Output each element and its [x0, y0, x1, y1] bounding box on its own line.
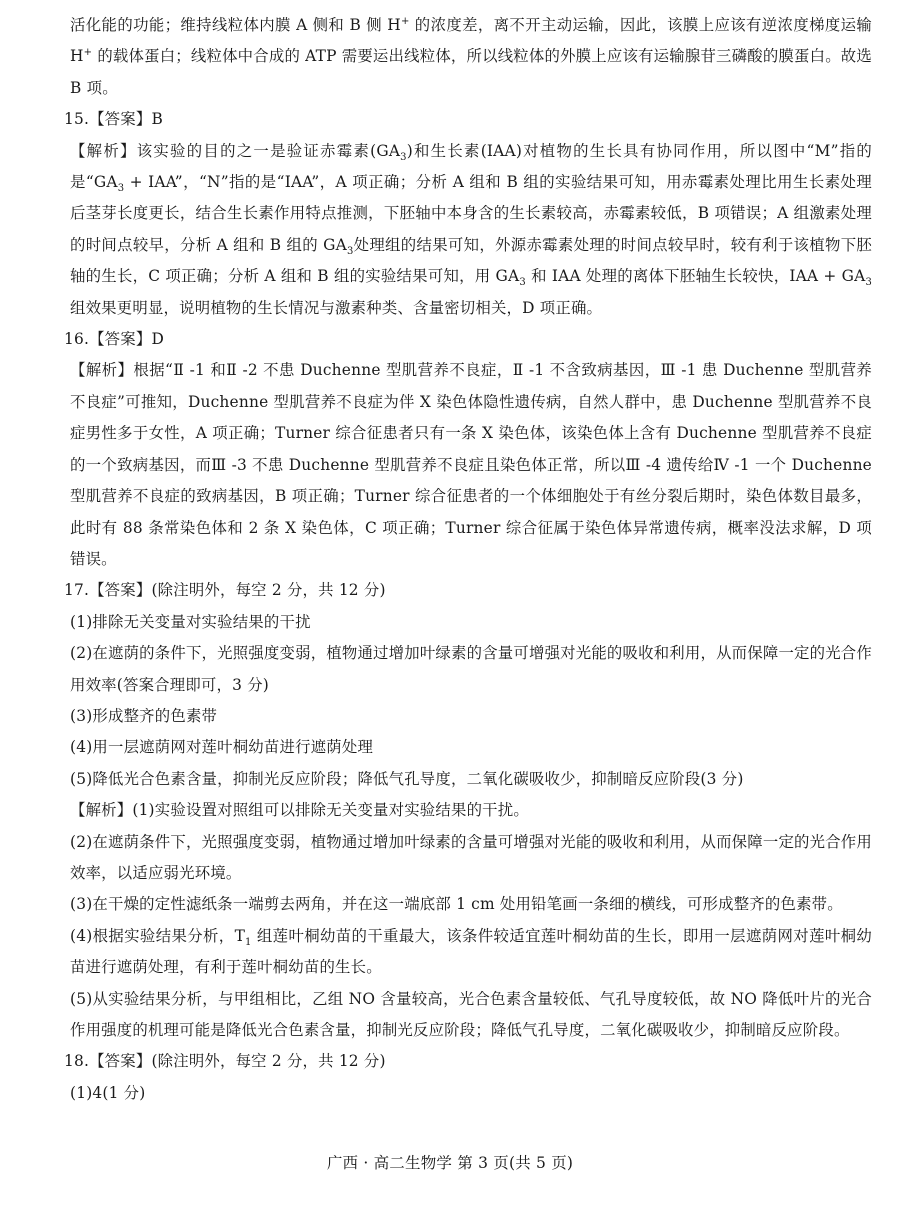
continuation-paragraph	[70, 10, 872, 104]
text-span: 的浓度差，离不开主动运输，因此，该膜上应该有逆浓度梯度运	[409, 16, 857, 34]
q17-answer-3: (3)形成整齐的色素带	[70, 706, 218, 725]
subscript: 3	[346, 245, 354, 257]
subscript: 3	[865, 277, 873, 289]
superscript: +	[400, 15, 410, 27]
text-span: 活化能的功能；维持线粒体内膜 A 侧和 B 侧 H	[70, 16, 401, 34]
text-span: 处理组的结果可知，外源赤霉素处理的时间点较早时，较有利于该植物下胚轴的生长，C 项正确；分析 A 组和 B 组的实验结果可知，用 GA	[70, 235, 872, 286]
text-span: 组莲叶桐幼苗的干重最大，该条件较适宜莲叶桐幼苗的生长，即用一层遮荫网对莲叶桐幼苗进行遮荫处理，有利于莲叶桐幼苗的生长。	[70, 926, 872, 977]
text-span: )和生长素(IAA)对植物的生长具有协同作用，所以图中“M”指的是“GA	[70, 141, 873, 192]
text-span: 的载体蛋白；线粒体中合成的 ATP 需要运出线粒体，所以线粒体的外膜上应该有运输腺苷三磷酸的膜蛋	[92, 47, 810, 66]
text-span: + IAA”，“N”指的是“IAA”，A 项正确；分析 A 组和 B 组的实验结果可知，用赤霉素处理比用生长素处理后茎芽长度更长，结合生长素作用特点推测，下胚轴中本身含的生长素较高，赤霉素较低，B 项错误；A 组激素处理的时间点较早，分析 A 组和 B 组的 GA	[70, 173, 873, 254]
q17-answer-2: (2)在遮荫的条件下，光照强度变弱，植物通过增加叶绿素的含量可增强对光能的吸收和利用，从而保障一定的光合作用效率(答案合理即可，3 分)	[70, 644, 872, 694]
q17-analysis-1: 【解析】(1)实验设置对照组可以排除无关变量对实验结果的干扰。	[70, 801, 529, 820]
question-15-answer: 15.【答案】B	[64, 110, 163, 129]
question-16-analysis: 【解析】根据“Ⅱ -1 和Ⅱ -2 不患 Duchenne 型肌营养不良症，Ⅱ -1 不含致病基因，Ⅲ -1 患 Duchenne 型肌营养不良症”可推知，Duchenne 型肌营养不良症为伴 X 染色体隐性遗传病，自然人群中，患 Duchenne 型肌营养不良症男性多于女性，A 项正确；Turner 综合征患者只有一条 X 染色体，该染色体上含有 Duchenne 型肌营养不良症的一个致病基因，而Ⅲ -3 不患 Duchenne 型肌营养不良症且染色体正常，所以Ⅲ -4 遗传给Ⅳ -1 一个 Duchenne 型肌营养不良症的致病基因，B 项正确；Turner 综合征患者的一个体细胞处于有丝分裂后期时，染色体数目最多，此时有 88 条常染色体和 2 条 X 染色体，C 项正确；Turner 综合征属于染色体异常遗传病，概率没法求解，D 项错误。	[70, 361, 872, 568]
subscript: 1	[245, 936, 252, 948]
q18-answer-1: (1)4(1 分)	[70, 1083, 146, 1102]
text-span: 输 H	[70, 16, 872, 66]
q17-analysis-5: (5)从实验结果分析，与甲组相比，乙组 NO 含量较高，光合色素含量较低、气孔导度较低，故 NO 降低叶片的光合作用强度的机理可能是降低光合色素含量，抑制光反应阶段；降低气孔导度，二氧化碳吸收少，抑制暗反应阶段。	[70, 989, 872, 1039]
subscript: 3	[400, 151, 407, 163]
q17-analysis-2: (2)在遮荫条件下，光照强度变弱，植物通过增加叶绿素的含量可增强对光能的吸收和利用，从而保障一定的光合作用效率，以适应弱光环境。	[70, 832, 872, 882]
subscript: 3	[117, 183, 125, 195]
question-15-analysis	[70, 136, 872, 324]
text-span: 和 IAA 处理的离体下胚轴生长较快，IAA + GA	[525, 267, 866, 286]
q17-answer-5: (5)降低光合色素含量，抑制光反应阶段；降低气孔导度，二氧化碳吸收少，抑制暗反应阶段(3 分)	[70, 769, 744, 788]
subscript: 3	[519, 277, 526, 289]
q17-answer-1: (1)排除无关变量对实验结果的干扰	[70, 612, 311, 631]
question-16-answer: 16.【答案】D	[64, 330, 164, 349]
q17-answer-4: (4)用一层遮荫网对莲叶桐幼苗进行遮荫处理	[70, 738, 374, 757]
question-17-answer: 17.【答案】(除注明外，每空 2 分，共 12 分)	[64, 581, 386, 600]
question-18-answer: 18.【答案】(除注明外，每空 2 分，共 12 分)	[64, 1052, 386, 1071]
superscript: +	[83, 47, 93, 59]
text-span: 白。故选 B 项。	[70, 47, 872, 97]
q17-analysis-3: (3)在干燥的定性滤纸条一端剪去两角，并在这一端底部 1 cm 处用铅笔画一条细的横线，可形成整齐的色素带。	[70, 895, 843, 914]
text-span: 组效果更明显，说明植物的生长情况与激素种类、含量密切相关，D 项正确。	[70, 298, 603, 317]
page-footer: 广西 · 高二生物学 第 3 页(共 5 页)	[326, 1154, 574, 1172]
text-span: 【解析】该实验的目的之一是验证赤霉素(GA	[70, 141, 401, 160]
text-span: (4)根据实验结果分析，T	[70, 926, 246, 945]
q17-analysis-4	[70, 921, 872, 984]
